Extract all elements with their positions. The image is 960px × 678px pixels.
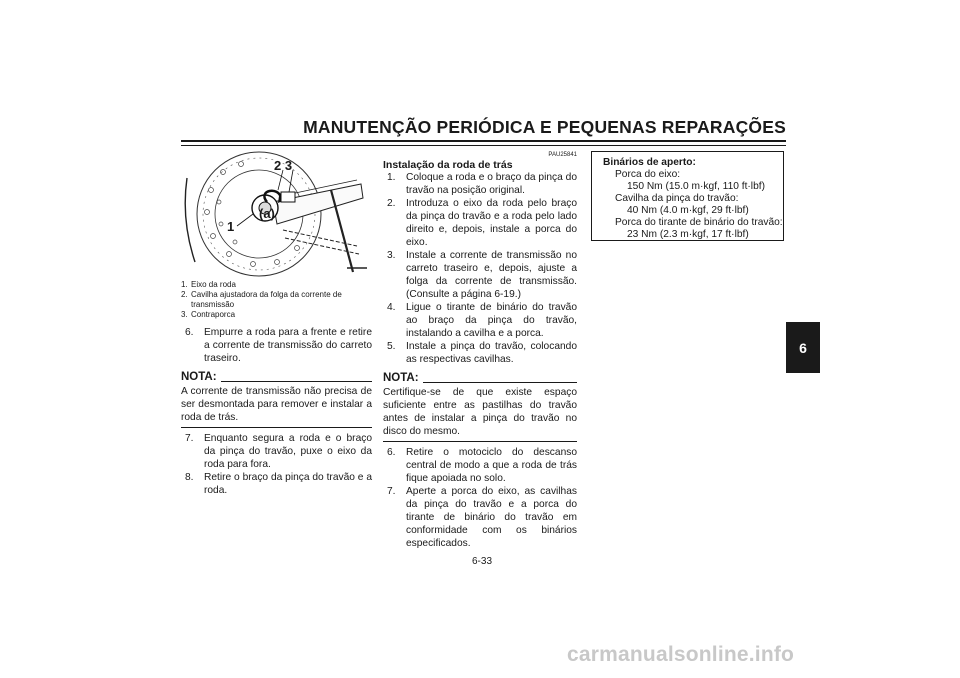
step-item [383,301,577,340]
step-text: Retire o motociclo do descanso central de modo a que a roda de trás fique apoiada no solo. [406,447,577,484]
callout-a: (a) [259,206,275,221]
step-number: 1. [387,172,396,183]
torque-label: Porca do eixo: [615,169,681,180]
torque-value: 150 Nm (15.0 m·kgf, 110 ft·lbf) [627,181,765,192]
header-rule-thin [181,145,786,146]
step-number: 6. [185,327,194,338]
step-item [181,432,372,471]
note-header [181,371,372,384]
step-item [383,340,577,366]
step-text: Aperte a porca do eixo, as cavilhas da pinça do travão e a porca do tirante de binário do travão em conformidade com os binários especificados. [406,486,577,549]
section-title: Instalação da roda de trás [383,159,513,171]
watermark: carmanualsonline.info [567,643,795,666]
note-end-rule [181,427,372,428]
step-number: 8. [185,472,194,483]
note-body: Certifique-se de que existe espaço suficiente entre as pastilhas do travão antes de instalar a pinça do travão no disco do mesmo. [383,387,577,437]
page-title: MANUTENÇÃO PERIÓDICA E PEQUENAS REPARAÇÕES [303,117,786,137]
legend-num: 1. [181,280,188,289]
note-label: NOTA: [383,372,419,384]
step-number: 7. [185,433,194,444]
torque-value: 40 Nm (4.0 m·kgf, 29 ft·lbf) [627,205,749,216]
left-column [181,150,372,497]
legend-item [181,310,372,320]
torque-label: Cavilha da pinça do travão: [615,193,739,204]
chapter-tab: 6 [786,322,820,373]
page-number: 6-33 [471,556,492,567]
torque-title: Binários de aperto: [603,157,696,168]
step-text: Ligue o tirante de binário do travão ao braço da pinça do travão, instalando a cavilha e a porca. [406,302,577,339]
step-text: Empurre a roda para a frente e retire a corrente de transmissão do carreto traseiro. [204,327,372,364]
step-item [383,249,577,301]
note-header [383,372,577,385]
step-item [181,471,372,497]
figure-legend [181,280,372,320]
step-item [383,171,577,197]
step-text: Retire o braço da pinça do travão e a roda. [204,472,372,496]
torque-spec-box [591,151,784,241]
legend-item [181,290,372,310]
note-end-rule [383,441,577,442]
legend-num: 2. [181,290,188,299]
callout-1: 1 [227,219,235,234]
note-rule [221,381,372,382]
header-rule [181,140,786,142]
legend-text: Eixo da roda [191,280,236,289]
legend-item [181,280,372,290]
legend-text: Cavilha ajustadora da folga da corrente de transmissão [191,290,342,309]
step-text: Instale a pinça do travão, colocando as respectivas cavilhas. [406,341,577,365]
rear-wheel-figure [181,150,372,278]
torque-value: 23 Nm (2.3 m·kgf, 17 ft·lbf) [627,229,749,240]
note-label: NOTA: [181,371,217,383]
step-number: 6. [387,447,396,458]
step-text: Coloque a roda e o braço da pinça do travão na posição original. [406,172,577,196]
note-rule [423,382,577,383]
step-number: 3. [387,250,396,261]
legend-text: Contraporca [191,310,236,319]
step-number: 7. [387,486,396,497]
step-text: Introduza o eixo da roda pelo braço da pinça do travão e a roda pelo lado direito e, depois, instale a porca do eixo. [406,198,577,248]
callout-2-3: 2 3 [274,158,293,173]
legend-num: 3. [181,310,188,319]
middle-column [383,150,577,550]
step-text: Instale a corrente de transmissão no carreto traseiro e, depois, ajuste a folga da corrente de transmissão. (Consulte a página 6-19.) [406,250,577,300]
step-text: Enquanto segura a roda e o braço da pinça do travão, puxe o eixo da roda para fora. [204,433,372,470]
step-item [181,326,372,365]
torque-label: Porca do tirante de binário do travão: [615,217,783,228]
note-body: A corrente de transmissão não precisa de ser desmontada para remover e instalar a roda de trás. [181,386,372,423]
step-number: 2. [387,198,396,209]
section-code: PAU25841 [548,152,577,158]
step-number: 5. [387,341,396,352]
step-item [383,446,577,485]
step-number: 4. [387,302,396,313]
step-item [383,485,577,550]
step-item [383,197,577,249]
